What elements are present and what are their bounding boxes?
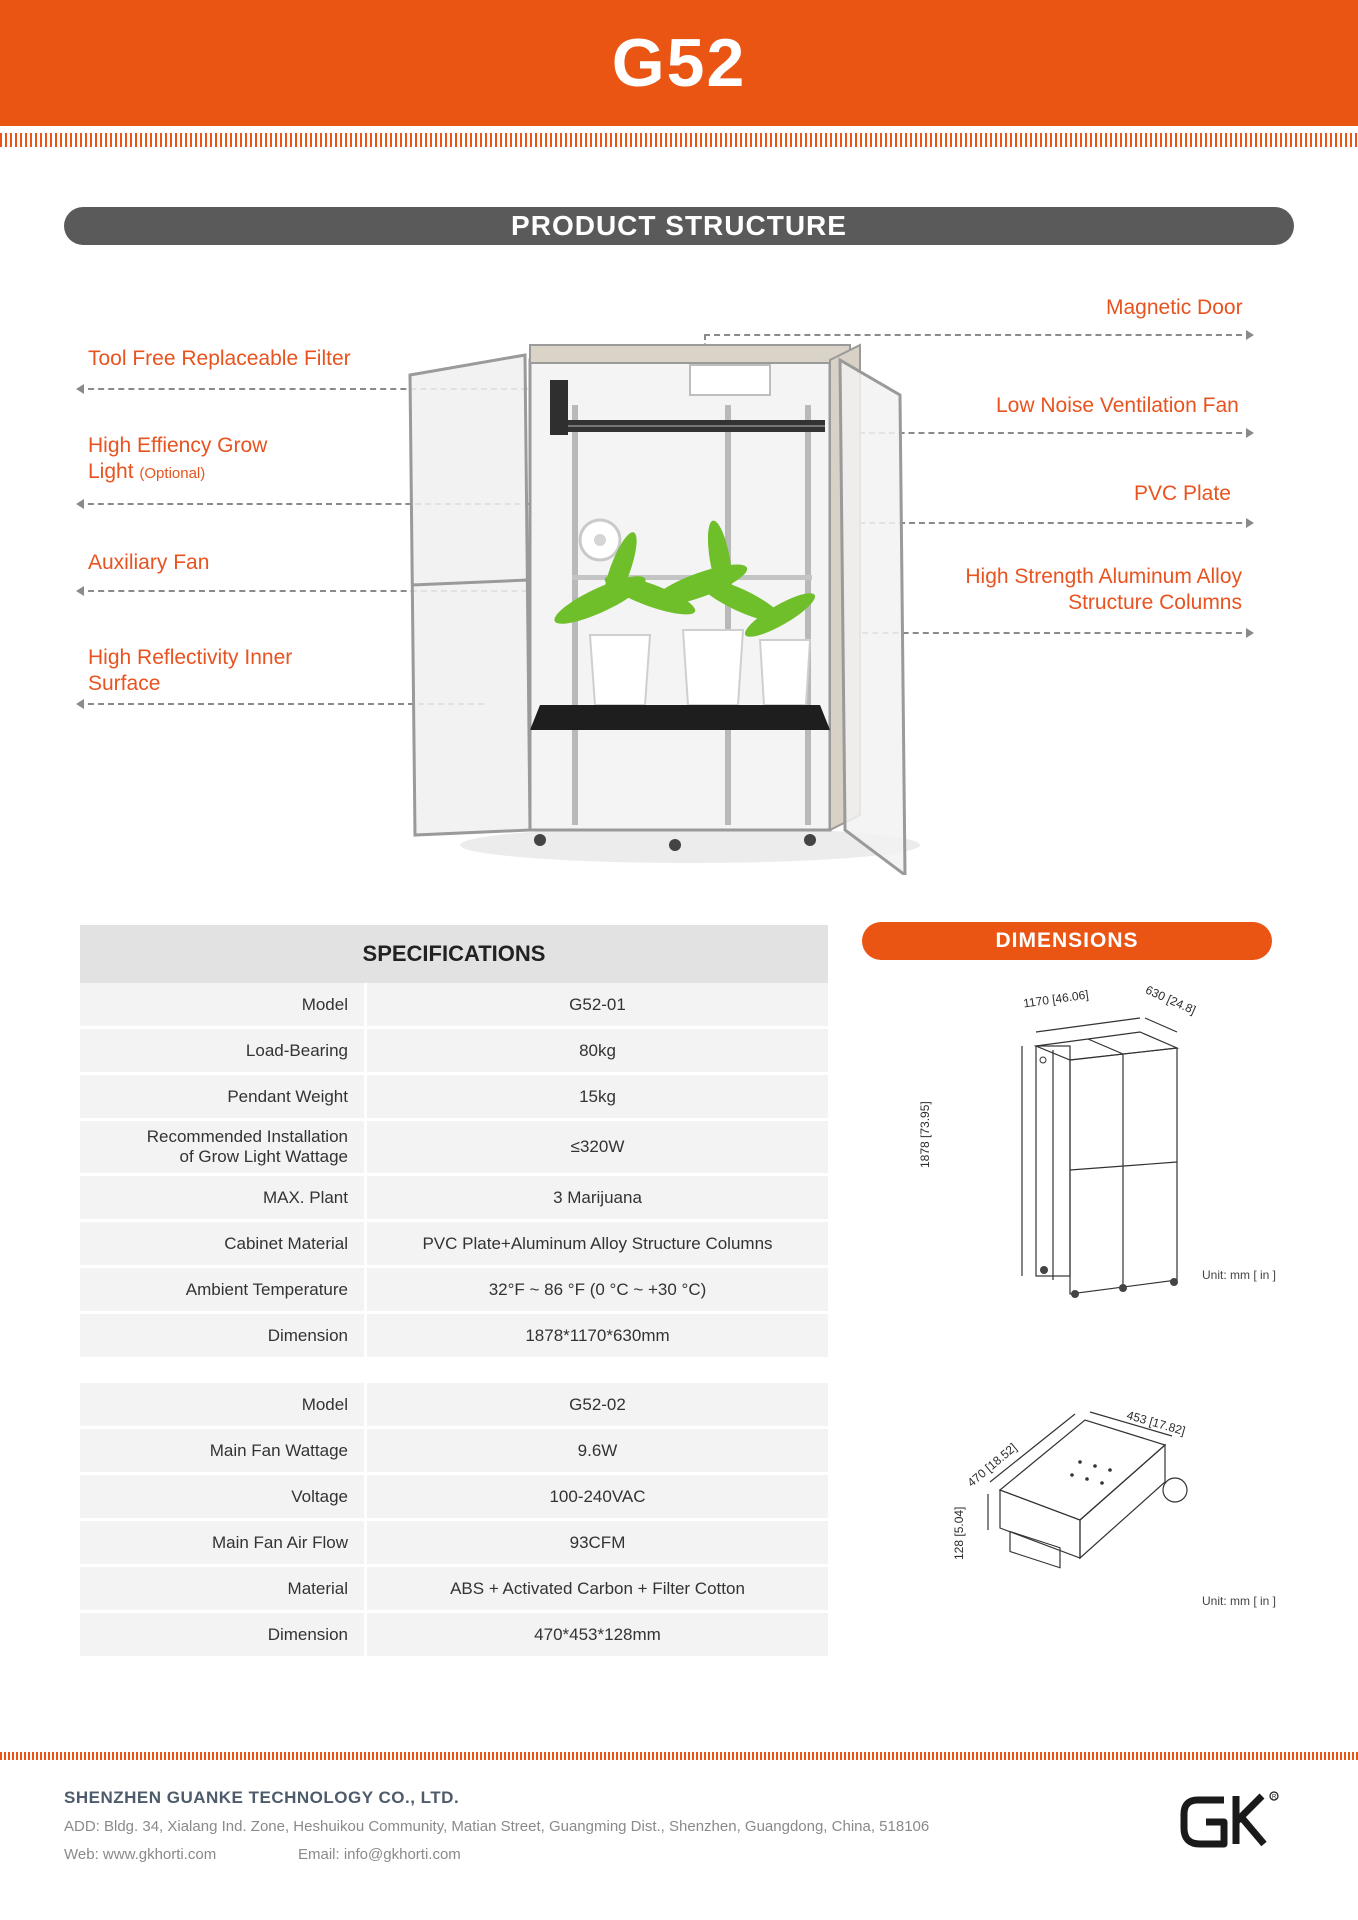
callout-grow-light-line1: High Effiency Grow (88, 434, 268, 457)
callout-ventilation-fan: Low Noise Ventilation Fan (996, 394, 1239, 417)
header-ruler-divider (0, 133, 1358, 147)
spec-value: 1878*1170*630mm (367, 1314, 828, 1360)
callout-reflectivity-line2: Surface (88, 672, 161, 695)
filter-height-label: 128 [5.04] (952, 1506, 966, 1560)
spec-value: PVC Plate+Aluminum Alloy Structure Columns (367, 1222, 828, 1268)
specifications-table-g52-01 (80, 983, 828, 1360)
specifications-table-g52-02 (80, 1383, 828, 1659)
footer-ruler-divider (0, 1752, 1358, 1760)
spec-label: Dimension (80, 1314, 367, 1360)
table-row (80, 1521, 828, 1567)
cabinet-unit-note: Unit: mm [ in ] (1202, 1268, 1277, 1282)
table-row (80, 1075, 828, 1121)
spec-label: Ambient Temperature (80, 1268, 367, 1314)
spec-value: 93CFM (367, 1521, 828, 1567)
spec-value: 32°F ~ 86 °F (0 °C ~ +30 °C) (367, 1268, 828, 1314)
table-row (80, 1121, 828, 1176)
callout-grow-light-text: Light (88, 460, 134, 483)
spec-value: 470*453*128mm (367, 1613, 828, 1659)
spec-value: 9.6W (367, 1429, 828, 1475)
filter-depth-label: 470 [18.52] (964, 1440, 1020, 1490)
filter-dimension-drawing (950, 1400, 1230, 1590)
callout-reflectivity-line1: High Reflectivity Inner (88, 646, 293, 669)
spec-value: 80kg (367, 1029, 828, 1075)
cabinet-depth-label: 630 [24.8] (1143, 982, 1198, 1018)
callout-auxiliary-fan: Auxiliary Fan (88, 551, 210, 574)
callout-pvc-plate: PVC Plate (1134, 482, 1231, 505)
spec-value: ≤320W (367, 1121, 828, 1176)
callout-magnetic-door: Magnetic Door (1106, 296, 1243, 319)
specifications-header: SPECIFICATIONS (80, 925, 828, 983)
callout-tool-free-filter: Tool Free Replaceable Filter (88, 347, 351, 370)
callout-aluminum-line2: Structure Columns (1068, 591, 1242, 614)
table-row (80, 1429, 828, 1475)
filter-width-label: 453 [17.82] (1125, 1407, 1187, 1439)
cabinet-width-label: 1170 [46.06] (1022, 987, 1090, 1011)
spec-value: 100-240VAC (367, 1475, 828, 1521)
spec-label: Cabinet Material (80, 1222, 367, 1268)
table-row (80, 1475, 828, 1521)
callout-aluminum-columns (956, 564, 1242, 616)
spec-label: Model (80, 1383, 367, 1429)
spec-value: G52-02 (367, 1383, 828, 1429)
spec-label: Main Fan Wattage (80, 1429, 367, 1475)
callout-aluminum-line1: High Strength Aluminum Alloy (965, 565, 1242, 588)
company-name: SHENZHEN GUANKE TECHNOLOGY CO., LTD. (64, 1788, 460, 1807)
table-row (80, 1314, 828, 1360)
page-title: G52 (611, 25, 747, 101)
grow-cabinet-illustration (400, 335, 950, 875)
table-row (80, 983, 828, 1029)
spec-label: Main Fan Air Flow (80, 1521, 367, 1567)
table-row (80, 1613, 828, 1659)
cabinet-height-label: 1878 [73.95] (918, 1101, 932, 1168)
callout-grow-light-line2 (88, 459, 267, 487)
table-row (80, 1176, 828, 1222)
product-structure-banner: PRODUCT STRUCTURE (64, 207, 1294, 245)
spec-value: G52-01 (367, 983, 828, 1029)
table-row (80, 1268, 828, 1314)
table-row (80, 1029, 828, 1075)
spec-label: Load-Bearing (80, 1029, 367, 1075)
gk-logo (1176, 1786, 1296, 1856)
spec-value: 3 Marijuana (367, 1176, 828, 1222)
company-website[interactable]: Web: www.gkhorti.com (64, 1846, 217, 1863)
callout-reflectivity (88, 645, 292, 697)
spec-value: ABS + Activated Carbon + Filter Cotton (367, 1567, 828, 1613)
table-row (80, 1222, 828, 1268)
spec-label: Material (80, 1567, 367, 1613)
page-header (0, 0, 1358, 126)
spec-label: MAX. Plant (80, 1176, 367, 1222)
spec-label: Dimension (80, 1613, 367, 1659)
callout-grow-light (88, 433, 267, 487)
table-row (80, 1383, 828, 1429)
spec-label-line2: of Grow Light Wattage (179, 1147, 348, 1166)
spec-label: Model (80, 983, 367, 1029)
spec-value: 15kg (367, 1075, 828, 1121)
company-email[interactable]: Email: info@gkhorti.com (298, 1846, 461, 1863)
company-address: ADD: Bldg. 34, Xialang Ind. Zone, Heshuikou Community, Matian Street, Guangming Dist., Shenzhen, Guangdong, China, 518106 (64, 1818, 930, 1835)
table-row (80, 1567, 828, 1613)
svg-text:R: R (1272, 1794, 1277, 1801)
spec-label: Voltage (80, 1475, 367, 1521)
spec-label-line1: Recommended Installation (146, 1127, 348, 1146)
filter-unit-note: Unit: mm [ in ] (1202, 1594, 1277, 1608)
spec-label: Pendant Weight (80, 1075, 367, 1121)
dimensions-header: DIMENSIONS (862, 922, 1272, 960)
callout-grow-light-optional: (Optional) (139, 465, 206, 482)
spec-label (80, 1121, 367, 1176)
cabinet-dimension-drawing (940, 980, 1240, 1300)
